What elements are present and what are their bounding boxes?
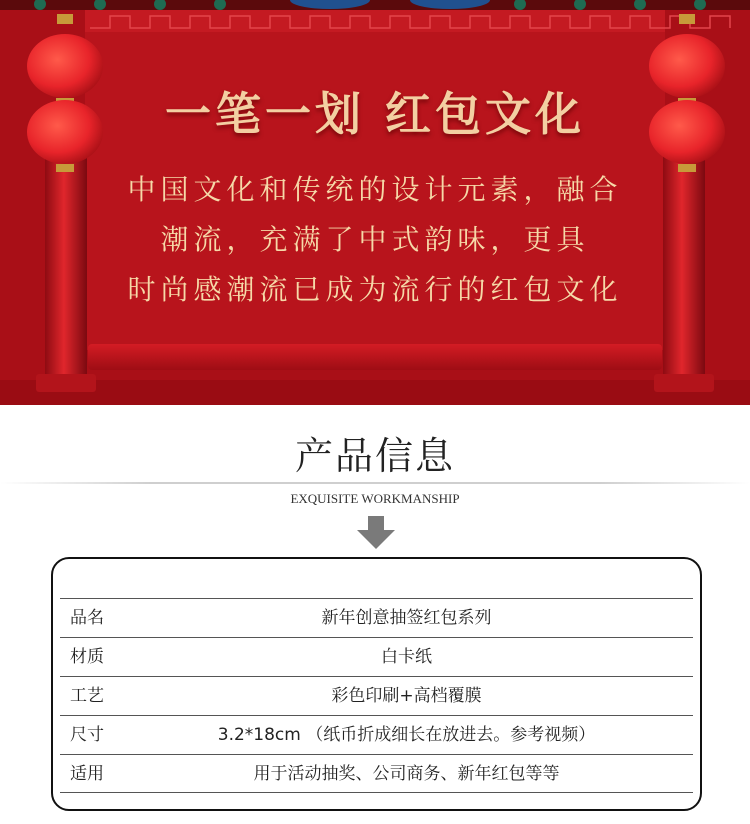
row-value: 3.2*18cm （纸币折成细长在放进去。参考视频） xyxy=(217,725,596,745)
divider xyxy=(0,482,750,484)
down-arrow-icon xyxy=(355,516,397,550)
table-row xyxy=(60,754,693,793)
row-value: 彩色印刷+高档覆膜 xyxy=(331,686,482,706)
row-value: 新年创意抽签红包系列 xyxy=(321,608,492,628)
section-title: 产品信息 xyxy=(294,434,455,478)
section-subtitle: EXQUISITE WORKMANSHIP xyxy=(290,491,460,506)
table-row xyxy=(60,715,693,754)
table-row xyxy=(60,676,693,715)
banner-text-line: 时尚感潮流已成为流行的红包文化 xyxy=(127,273,623,306)
row-label: 工艺 xyxy=(70,686,104,706)
row-label: 品名 xyxy=(70,608,104,628)
table-row xyxy=(60,637,693,676)
banner-text-line: 潮流，充满了中式韵味，更具 xyxy=(160,223,590,256)
row-value: 用于活动抽奖、公司商务、新年红包等等 xyxy=(253,764,560,784)
table-row xyxy=(60,598,693,637)
row-label: 适用 xyxy=(70,764,104,784)
hero-banner xyxy=(0,0,750,405)
row-label: 材质 xyxy=(70,647,104,667)
row-value: 白卡纸 xyxy=(381,647,432,667)
banner-headline: 一笔一划 红包文化 xyxy=(164,87,585,141)
row-label: 尺寸 xyxy=(70,725,104,745)
banner-text-line: 中国文化和传统的设计元素，融合 xyxy=(127,173,623,206)
